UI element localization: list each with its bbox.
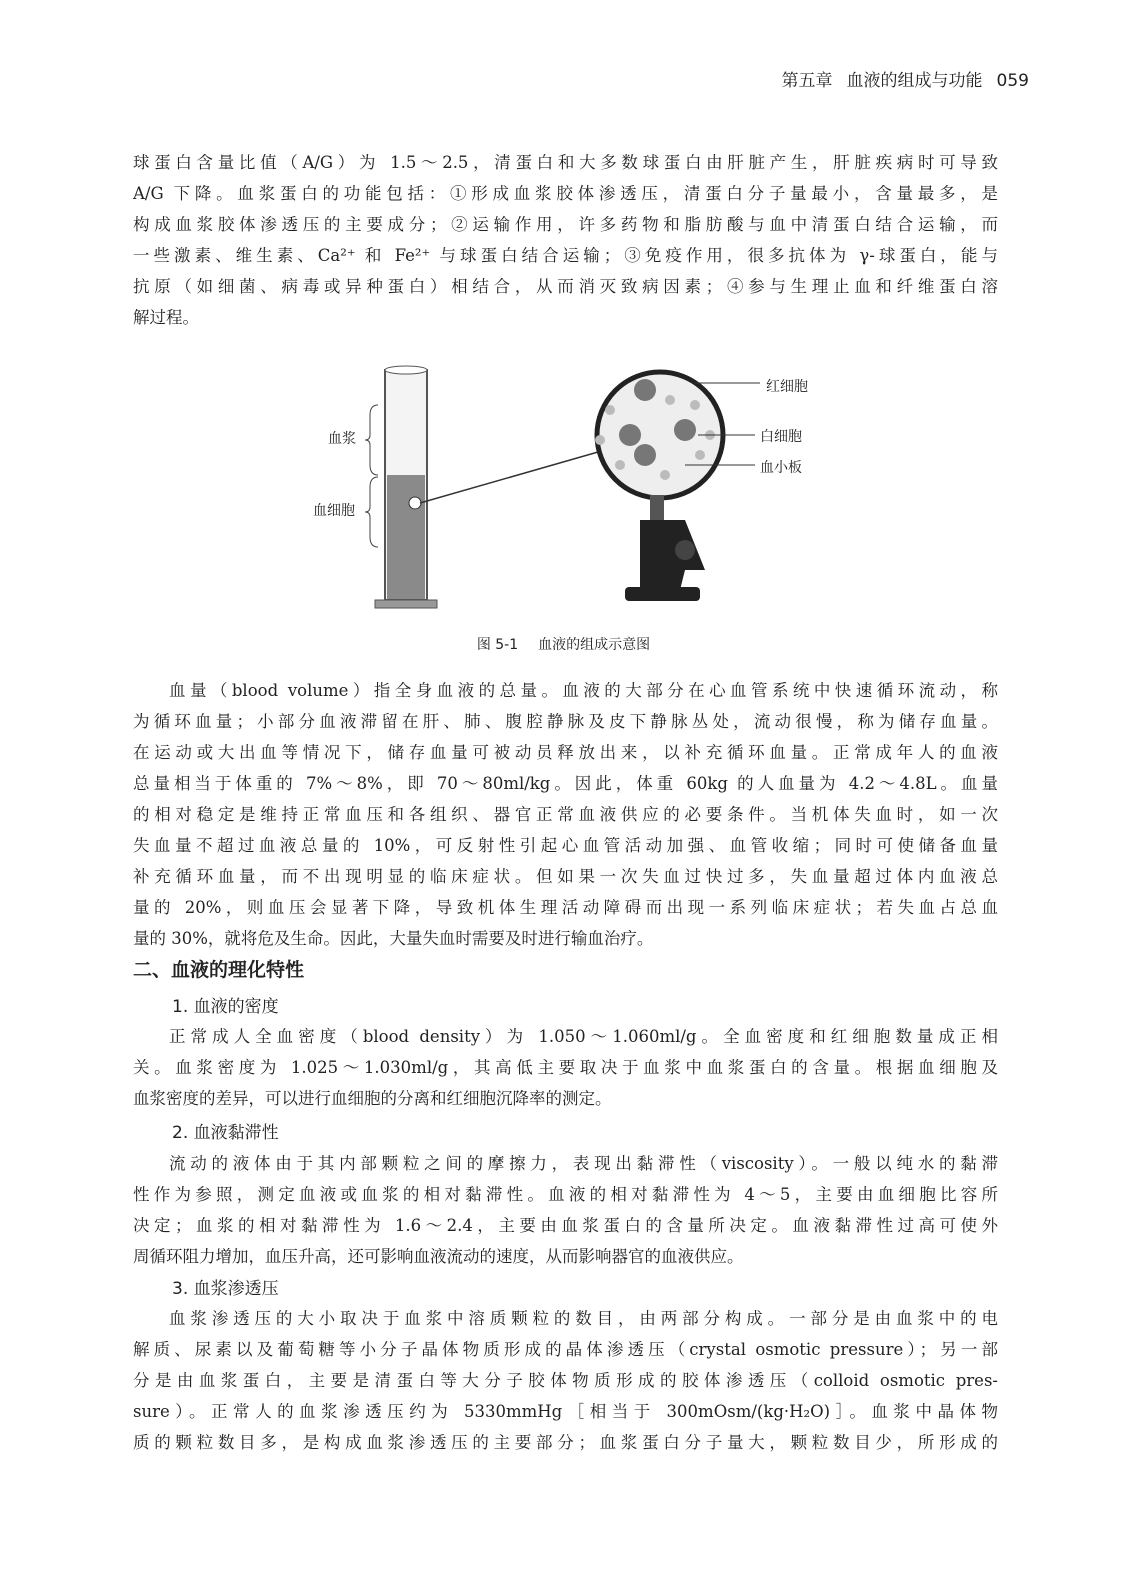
text-line: 在运动或大出血等情况下，储存血量可被动员释放出来，以补充循环血量。正常成年人的血液 <box>133 743 998 762</box>
text-line: 解过程。 <box>133 308 199 327</box>
test-tube-illustration <box>365 366 605 608</box>
text-line: sure）。正常人的血浆渗透压约为 5330mmHg［相当于 300mOsm/(kg·H₂O)］。血浆中晶体物 <box>133 1402 998 1421</box>
text-line: 解质、尿素以及葡萄糖等小分子晶体物质形成的晶体渗透压（crystal osmotic pressure）；另一部 <box>133 1340 998 1359</box>
text-line: 周循环阻力增加，血压升高，还可影响血液流动的速度，从而影响器官的血液供应。 <box>133 1247 744 1266</box>
label-white-blood-cell: 白细胞 <box>760 429 802 445</box>
subheading-density: 1. 血液的密度 <box>172 997 279 1017</box>
text-line: 决定；血浆的相对黏滞性为 1.6～2.4，主要由血浆蛋白的含量所决定。血液黏滞性过高可使外 <box>133 1216 998 1235</box>
running-header <box>768 66 1029 91</box>
label-plasma: 血浆 <box>328 431 356 447</box>
text-line: 正常成人全血密度（blood density）为 1.050～1.060ml/g。全血密度和红细胞数量成正相 <box>169 1027 998 1046</box>
text-line: 补充循环血量，而不出现明显的临床症状。但如果一次失血过快过多，失血量超过体内血液总 <box>133 867 998 886</box>
text-line: 一些激素、维生素、Ca²⁺ 和 Fe²⁺ 与球蛋白结合运输；③免疫作用，很多抗体为 γ-球蛋白，能与 <box>133 246 998 265</box>
text-line: 为循环血量；小部分血液滞留在肝、肺、腹腔静脉及皮下静脉丛处，流动很慢，称为储存血量。 <box>133 712 998 731</box>
text-line: 球蛋白含量比值（A/G）为 1.5～2.5，清蛋白和大多数球蛋白由肝脏产生，肝脏疾病时可导致 <box>133 153 998 172</box>
microscope-view-illustration <box>595 372 760 601</box>
label-red-blood-cell: 红细胞 <box>766 379 808 395</box>
text-line: 构成血浆胶体渗透压的主要成分；②运输作用，许多药物和脂肪酸与血中清蛋白结合运输，而 <box>133 215 998 234</box>
text-line: 抗原（如细菌、病毒或异种蛋白）相结合，从而消灭致病因素；④参与生理止血和纤维蛋白溶 <box>133 277 998 296</box>
paragraph-1 <box>133 147 998 333</box>
chapter-title: 血液的组成与功能 <box>846 71 983 91</box>
text-line: 血浆密度的差异，可以进行血细胞的分离和红细胞沉降率的测定。 <box>133 1089 612 1108</box>
text-line: 量的 20%，则血压会显著下降，导致机体生理活动障碍而出现一系列临床症状；若失血占总血 <box>133 898 998 917</box>
page-number: 059 <box>996 71 1029 91</box>
text-line: 总量相当于体重的 7%～8%，即 70～80ml/kg。因此，体重 60kg 的人血量为 4.2～4.8L。血量 <box>133 774 998 793</box>
caption-text: 血液的组成示意图 <box>538 637 651 653</box>
text-line: 分是由血浆蛋白，主要是清蛋白等大分子胶体物质形成的胶体渗透压（colloid osmotic pres- <box>133 1371 998 1390</box>
subheading-viscosity: 2. 血液黏滞性 <box>172 1123 279 1143</box>
figure-caption <box>0 634 1127 654</box>
paragraph-3 <box>133 1021 998 1114</box>
caption-number: 图 5-1 <box>476 637 519 653</box>
text-line: 流动的液体由于其内部颗粒之间的摩擦力，表现出黏滞性（viscosity）。一般以纯水的黏滞 <box>169 1154 998 1173</box>
label-blood-cells: 血细胞 <box>313 503 355 519</box>
text-line: 血浆渗透压的大小取决于血浆中溶质颗粒的数目，由两部分构成。一部分是由血浆中的电 <box>169 1309 998 1328</box>
text-line: 关。血浆密度为 1.025～1.030ml/g，其高低主要取决于血浆中血浆蛋白的含量。根据血细胞及 <box>133 1058 998 1077</box>
chapter-label: 第五章 <box>781 71 833 91</box>
label-platelet: 血小板 <box>760 460 802 476</box>
text-line: 质的颗粒数目多，是构成血浆渗透压的主要部分；血浆蛋白分子量大，颗粒数目少，所形成的 <box>133 1433 998 1452</box>
paragraph-2 <box>133 675 998 954</box>
paragraph-5 <box>133 1303 998 1458</box>
text-line: 血量（blood volume）指全身血液的总量。血液的大部分在心血管系统中快速循环流动，称 <box>169 681 998 700</box>
text-line: 量的 30%，就将危及生命。因此，大量失血时需要及时进行输血治疗。 <box>133 929 654 948</box>
text-line: A/G 下降。血浆蛋白的功能包括：①形成血浆胶体渗透压，清蛋白分子量最小，含量最多，是 <box>133 184 998 203</box>
text-line: 失血量不超过血液总量的 10%，可反射性引起心血管活动加强、血管收缩；同时可使储备血量 <box>133 836 998 855</box>
text-line: 的相对稳定是维持正常血压和各组织、器官正常血液供应的必要条件。当机体失血时，如一次 <box>133 805 998 824</box>
paragraph-4 <box>133 1148 998 1272</box>
subheading-osmotic-pressure: 3. 血浆渗透压 <box>172 1279 279 1299</box>
text-line: 性作为参照，测定血液或血浆的相对黏滞性。血液的相对黏滞性为 4～5，主要由血细胞比容所 <box>133 1185 998 1204</box>
section-heading: 二、血液的理化特性 <box>133 959 305 981</box>
